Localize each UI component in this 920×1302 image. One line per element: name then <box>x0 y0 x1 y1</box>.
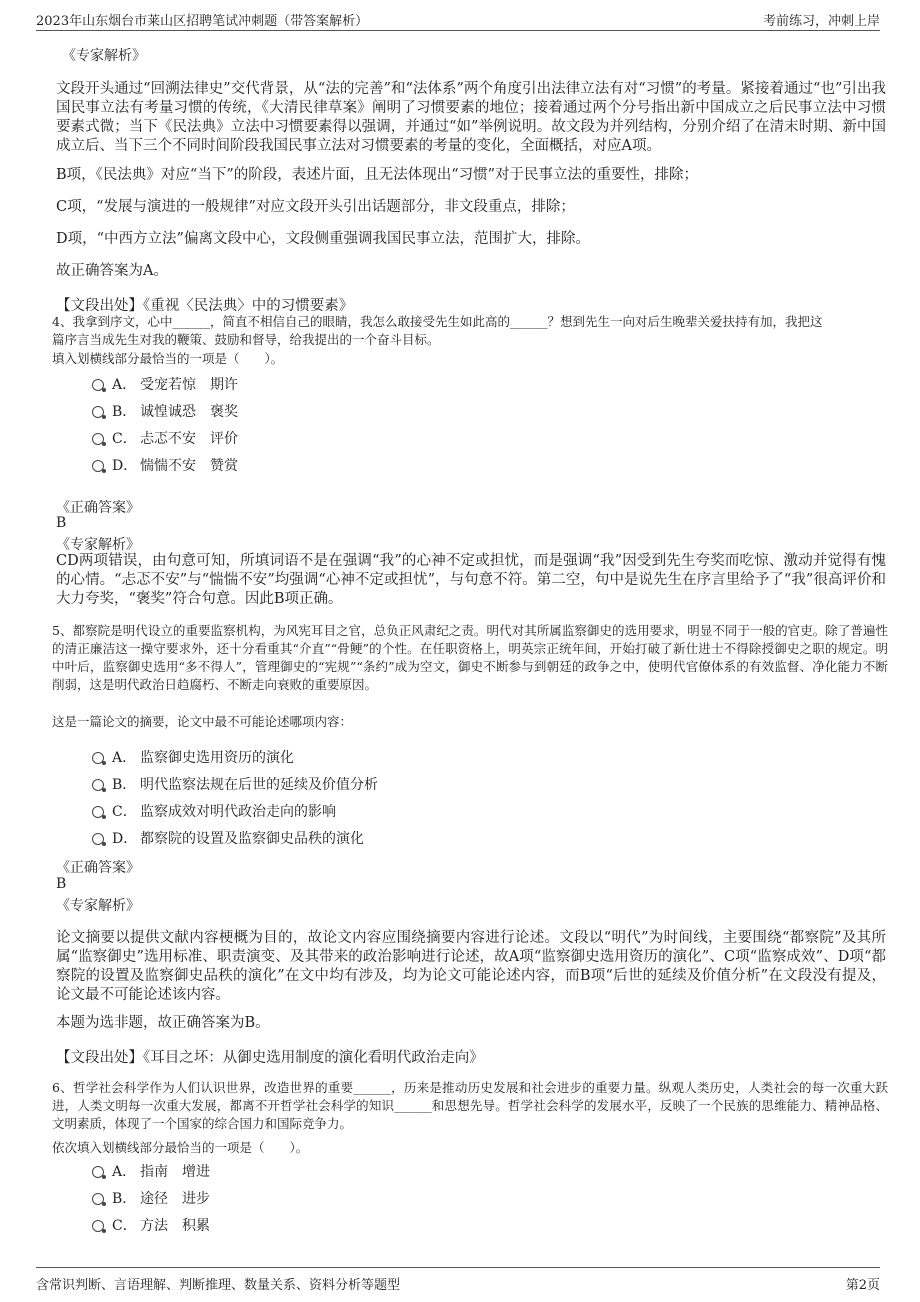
page-number: 第2页 <box>845 1278 880 1293</box>
q3-conclusion: 故正确答案为A。 <box>56 263 168 279</box>
q6-option-a[interactable]: A． 指南 增进 <box>92 1161 210 1181</box>
q4-answer-label: 《正确答案》 <box>56 500 140 516</box>
radio-icon[interactable] <box>92 379 104 391</box>
q5-option-b[interactable]: B． 明代监察法规在后世的延续及价值分析 <box>92 774 378 794</box>
q4-analysis: CD两项错误，由句意可知，所填词语不是在强调“我”的心神不定或担忧，而是强调“我”因受到先生夸奖而吃惊、激动并觉得有愧的心情。“忐忑不安”与“惴惴不安”均强调“心神不定或担忧”，与句意不符。第二空，句中是说先生在序言里给予了“我”很高评价和大力夸奖，“褒奖”符合句意。因此B项正确。 <box>56 553 886 607</box>
document-title: 2023年山东烟台市莱山区招聘笔试冲刺题（带答案解析） <box>36 14 369 29</box>
q5-prompt: 这是一篇论文的摘要，论文中最不可能论述哪项内容： <box>52 714 353 729</box>
q6-prompt: 依次填入划横线部分最恰当的一项是（ ）。 <box>52 1140 309 1155</box>
q5-answer-label: 《正确答案》 <box>56 860 140 876</box>
q3-analysis-label: 《专家解析》 <box>62 48 146 64</box>
q3-analysis-para2: B项，《民法典》对应“当下”的阶段，表述片面，且无法体现出“习惯”对于民事立法的重要性，排除； <box>56 167 699 183</box>
q4-stem-line1: 4、我拿到序文，心中______，简直不相信自己的眼睛，我怎么敢接受先生如此高的______？想到先生一向对后生晚辈关爱扶持有加，我把这 <box>52 314 823 329</box>
q5-conclusion: 本题为选非题，故正确答案为B。 <box>56 1015 270 1031</box>
header-slogan: 考前练习，冲刺上岸 <box>762 14 880 29</box>
radio-icon[interactable] <box>92 1220 104 1232</box>
radio-icon[interactable] <box>92 1166 104 1178</box>
q5-stem: 5、都察院是明代设立的重要监察机构，为风宪耳目之官，总负正风肃纪之责。明代对其所属监察御史的选用要求，明显不同于一般的官吏。除了普遍性的清正廉洁这一操守要求外，还十分看重其“介直”“骨鲠”的个性。在任职资格上，明英宗正统年间，开始打破了新仕进士不得除授御史之职的规定。明中叶后，监察御史选用“多不得人”，管理御史的“宪规”“条约”成为空文，御史不断参与到朝廷的政争之中，使明代官僚体系的有效监督、净化能力不断削弱，这是明代政治日趋腐朽、不断走向衰败的重要原因。 <box>52 623 888 692</box>
page-header <box>36 0 880 31</box>
footer-description: 含常识判断、言语理解、判断推理、数量关系、资料分析等题型 <box>36 1278 401 1293</box>
q6-option-c[interactable]: C． 方法 积累 <box>92 1215 210 1235</box>
radio-icon[interactable] <box>92 779 104 791</box>
q5-answer: B <box>56 876 67 892</box>
q5-analysis-label: 《专家解析》 <box>56 898 140 914</box>
q5-option-c[interactable]: C． 监察成效对明代政治走向的影响 <box>92 801 336 821</box>
q6-stem: 6、哲学社会科学作为人们认识世界，改造世界的重要______，历来是推动历史发展和社会进步的重要力量。纵观人类历史，人类社会的每一次重大跃进，人类文明每一次重大发展，都离不开哲学社会科学的知识______和思想先导。哲学社会科学的发展水平，反映了一个民族的思维能力、精神品格、文明素质，体现了一个国家的综合国力和国际竞争力。 <box>52 1080 888 1131</box>
q5-option-d[interactable]: D． 都察院的设置及监察御史品秩的演化 <box>92 828 364 848</box>
q4-option-b[interactable]: B． 诚惶诚恐 褒奖 <box>92 401 238 421</box>
radio-icon[interactable] <box>92 1193 104 1205</box>
q4-answer: B <box>56 515 67 531</box>
q5-source: 【文段出处】《耳目之坏：从御史选用制度的演化看明代政治走向》 <box>56 1050 484 1066</box>
radio-icon[interactable] <box>92 752 104 764</box>
q3-analysis-para3: C项，“发展与演进的一般规律”对应文段开头引出话题部分，非文段重点，排除； <box>56 199 575 215</box>
page-footer <box>36 1267 880 1298</box>
q5-option-a[interactable]: A． 监察御史选用资历的演化 <box>92 747 294 767</box>
radio-icon[interactable] <box>92 806 104 818</box>
q6-option-b[interactable]: B． 途径 进步 <box>92 1188 210 1208</box>
q4-prompt: 填入划横线部分最恰当的一项是（ ）。 <box>52 351 284 366</box>
radio-icon[interactable] <box>92 433 104 445</box>
q4-analysis-label: 《专家解析》 <box>56 537 140 553</box>
q4-option-d[interactable]: D． 惴惴不安 赞赏 <box>92 455 238 475</box>
q3-analysis-para4: D项，“中西方立法”偏离文段中心，文段侧重强调我国民事立法，范围扩大，排除。 <box>56 231 590 247</box>
q4-stem-line2: 篇序言当成先生对我的鞭策、鼓励和督导，给我提出的一个奋斗目标。 <box>52 332 440 347</box>
q3-source: 【文段出处】《重视〈民法典〉中的习惯要素》 <box>56 298 354 314</box>
q4-option-a[interactable]: A． 受宠若惊 期许 <box>92 374 238 394</box>
radio-icon[interactable] <box>92 460 104 472</box>
q3-analysis-para1: 文段开头通过“回溯法律史”交代背景，从“法的完善”和“法体系”两个角度引出法律立法有对“习惯”的考量。紧接着通过“也”引出我国民事立法有考量习惯的传统，《大清民律草案》阐明了习惯要素的地位；接着通过两个分号指出新中国成立之后民事立法中习惯要素式微；当下《民法典》立法中习惯要素得以强调，并通过“如”举例说明。故文段为并列结构，分别介绍了在清末时期、新中国成立后、当下三个不同时间阶段我国民事立法对习惯要素的考量的变化，全面概括，对应A项。 <box>56 81 886 154</box>
radio-icon[interactable] <box>92 833 104 845</box>
q5-analysis-para1: 论文摘要以提供文献内容梗概为目的，故论文内容应围绕摘要内容进行论述。文段以“明代”为时间线，主要围绕“都察院”及其所属“监察御史”选用标准、职责演变、及其带来的政治影响进行论述，故A项“监察御史选用资历的演化”、C项“监察成效”、D项“都察院的设置及监察御史品秩的演化”在文中均有涉及，均为论文可能论述内容，而B项“后世的延续及价值分析”在文段没有提及，论文最不可能论述该内容。 <box>56 930 886 1003</box>
q4-option-c[interactable]: C． 忐忑不安 评价 <box>92 428 238 448</box>
radio-icon[interactable] <box>92 406 104 418</box>
